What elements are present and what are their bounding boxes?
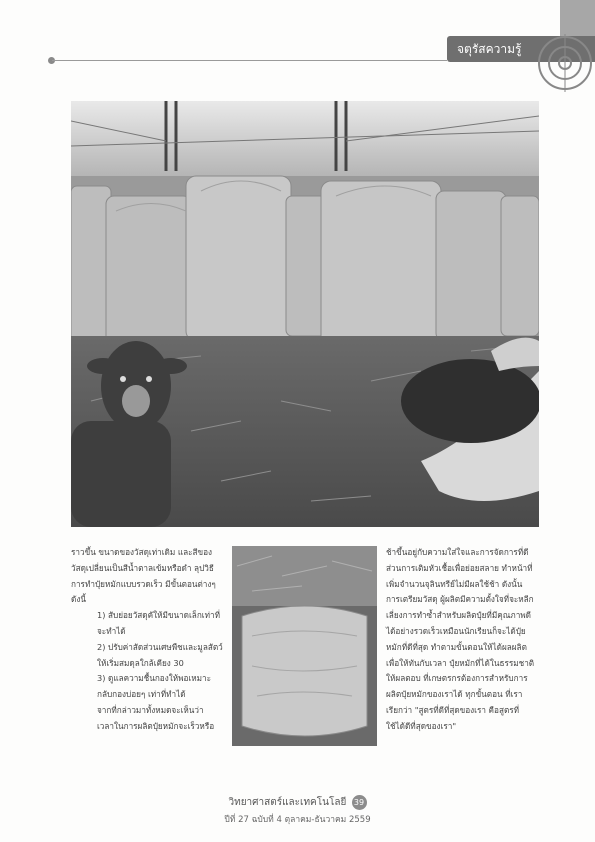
paragraph: จากที่กล่าวมาทั้งหมดจะเห็นว่า เวลาในการผลิตปุ๋ยหมักจะเร็วหรือ [97, 704, 215, 731]
left-text-column [71, 545, 223, 735]
compost-bag-photo [232, 546, 377, 746]
magazine-name: วิทยาศาสตร์และเทคโนโลยี [228, 797, 347, 808]
issue-info: ปีที่ 27 ฉบับที่ 4 ตุลาคม-ธันวาคม 2559 [224, 815, 371, 825]
section-title: จตุรัสความรู้ [447, 36, 595, 62]
paragraph: ช้าขึ้นอยู่กับความใส่ใจและการจัดการที่ดี ส่วนการเติมหัวเชื้อเพื่อย่อยสลาย ทำหน้าที่เพิ่มจำนวนจุลินทรีย์ไม่มีผลใช้ช้า ดังนั้นการเตรียมวัสดุ ผู้ผลิตมีความตั้งใจที่จะหลีกเลี่ยงการทำซ้ำสำหรับผลิตปุ๋ยที่มีคุณภาพดีได้อย่างรวดเร็วเหมือนนักเรียนก็จะได้ปุ๋ยหมักที่ดีที่สุด ทำตามขั้นตอนให้ได้ผลผลิตเพื่อให้ทันกับเวลา ปุ๋ยหมักที่ได้ในธรรมชาติให้ผลตอบ ที่เกษตรกรต้องการสำหรับการผลิตปุ๋ยหมักของเราได้ ทุกขั้นตอน ที่เราเรียกว่า "สูตรที่ดีที่สุดของเรา คือสูตรที่ใช้ได้ดีที่สุดของเรา" [386, 547, 535, 731]
footer-title [0, 795, 595, 810]
ring-logo-icon [536, 34, 594, 92]
header-rule [52, 60, 447, 61]
corner-decoration [560, 0, 595, 38]
right-text-column [386, 545, 538, 735]
list-item: 3) ดูแลความชื้นกองให้พอเหมาะกลับกองบ่อยๆ เท่าที่ทำได้ [97, 673, 212, 700]
list-item: 2) ปรับค่าสัดส่วนเศษพืชและมูลสัตว์ให้เริ่มสมดุลใกล้เคียง 30 [97, 641, 223, 668]
page-number: 39 [352, 795, 367, 810]
paragraph: ราวขึ้น ขนาดของวัสดุเท่าเดิม และสีของวัสดุเปลี่ยนเป็นสีน้ำตาลเข้มหรือดำ ลุปวิธีการทำปุ๋ยหมักแบบรวดเร็ว มีขั้นตอนต่างๆ ดังนี้ [71, 547, 216, 605]
list-item: 1) สับย่อยวัสดุคัให้มีขนาดเล็กเท่าที่จะทำได้ [97, 610, 220, 636]
compost-bags-photo [71, 101, 539, 527]
